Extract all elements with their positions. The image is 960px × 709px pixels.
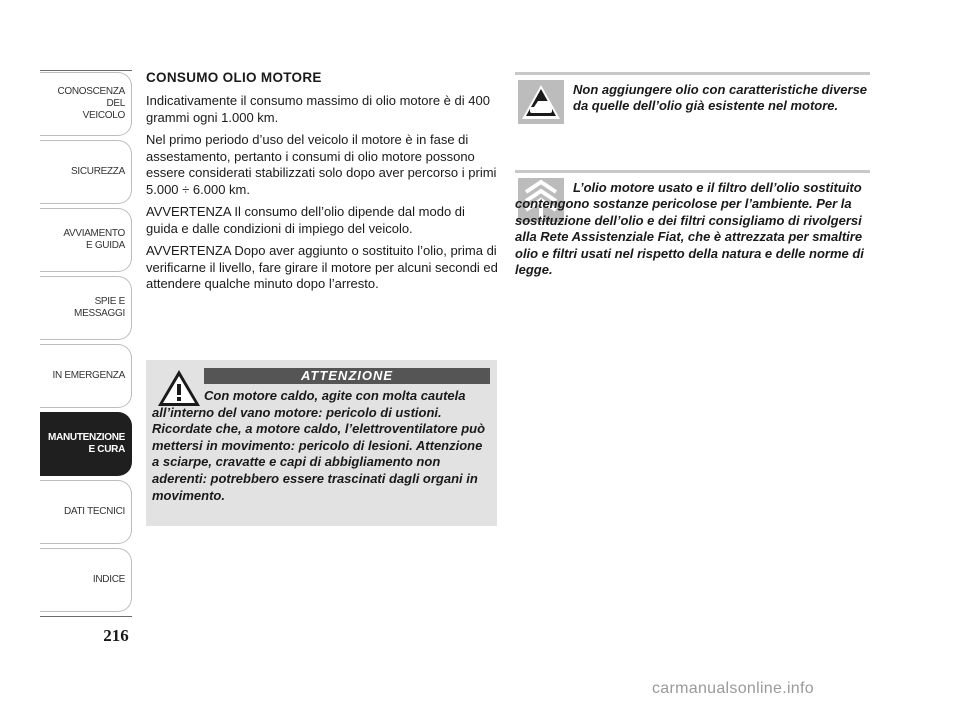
- tab-divider: [40, 616, 132, 617]
- note-oil-type: [515, 82, 870, 115]
- tab-indice[interactable]: INDICE: [40, 548, 132, 612]
- tab-manutenzione-e-cura[interactable]: MANUTENZIONE E CURA: [40, 412, 132, 476]
- warning-body: Con motore caldo, agite con molta cautela all’interno del vano motore: pericolo di ustioni. Ricordate che, a motore caldo, l’elettroventilatore può mettersi in movimento: pericolo di lesioni. Attenzione a sciarpe, cravatte e capi di abbigliamento non aderenti: potrebbero essere trascinati dagli organi in movimento.: [152, 388, 486, 503]
- note-divider: [515, 170, 870, 173]
- note-divider: [515, 72, 870, 75]
- section-heading: CONSUMO OLIO MOTORE: [146, 70, 322, 85]
- paragraph: AVVERTENZA Dopo aver aggiunto o sostituito l’olio, prima di verificarne il livello, fare girare il motore per alcuni secondi ed attendere qualche minuto dopo l’arresto.: [146, 243, 498, 291]
- warning-text: [152, 388, 492, 504]
- note-text: L’olio motore usato e il filtro dell’olio sostituito contengono sostanze pericolose per l’ambiente. Per la sostituzione dell’olio e dei filtri consigliamo di rivolgersi alla Rete Assistenziale Fiat, che è attrezzata per smaltire olio e filtri usati nel rispetto della natura e delle norme di legge.: [515, 180, 864, 278]
- chapter-tabs: [0, 0, 140, 709]
- note-environment: [515, 180, 870, 278]
- tab-conoscenza-del-veicolo[interactable]: CONOSCENZA DEL VEICOLO: [40, 72, 132, 136]
- paragraph: Indicativamente il consumo massimo di olio motore è di 400 grammi ogni 1.000 km.: [146, 93, 490, 125]
- tab-spie-e-messaggi[interactable]: SPIE E MESSAGGI: [40, 276, 132, 340]
- tab-dati-tecnici[interactable]: DATI TECNICI: [40, 480, 132, 544]
- warning-title: ATTENZIONE: [204, 368, 490, 384]
- note-text: Non aggiungere olio con caratteristiche diverse da quelle dell’olio già esistente nel motore.: [573, 82, 868, 114]
- tab-divider: [40, 70, 132, 71]
- watermark: carmanualsonline.info: [652, 680, 814, 697]
- tab-in-emergenza[interactable]: IN EMERGENZA: [40, 344, 132, 408]
- tab-sicurezza[interactable]: SICUREZZA: [40, 140, 132, 204]
- page-number: 216: [103, 626, 129, 645]
- tab-avviamento-e-guida[interactable]: AVVIAMENTO E GUIDA: [40, 208, 132, 272]
- paragraph: AVVERTENZA Il consumo dell’olio dipende dal modo di guida e dalle condizioni di impiego del veicolo.: [146, 204, 465, 236]
- warning-box: [146, 360, 497, 526]
- main-text-column: [146, 70, 498, 299]
- paragraph: Nel primo periodo d’uso del veicolo il motore è in fase di assestamento, pertanto i consumi di olio motore possono essere considerati stabilizzati solo dopo aver percorso i primi 5.000 ÷ 6.000 km.: [146, 132, 497, 197]
